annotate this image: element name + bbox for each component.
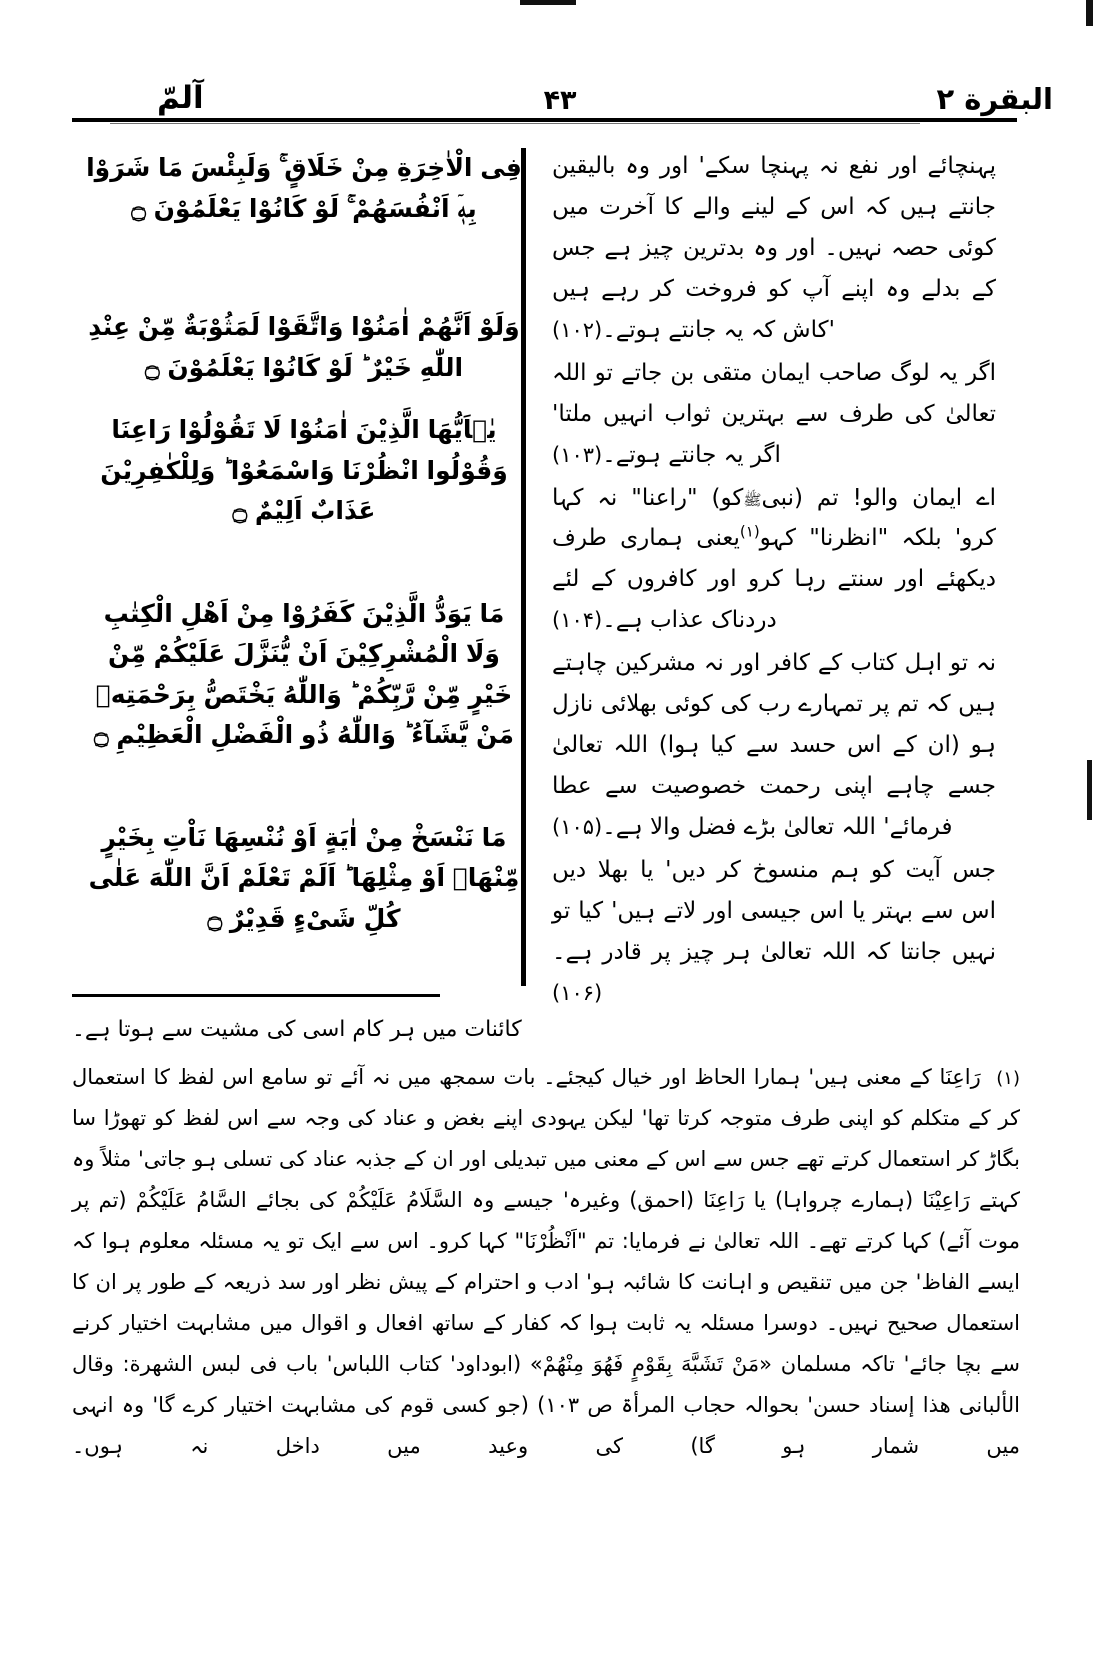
ayah-105: مَا يَوَدُّ الَّذِيْنَ كَفَرُوْا مِنْ اَهْلِ الْكِتٰبِ وَلَا الْمُشْرِكِيْنَ اَنْ يُّنَزَّلَ عَلَيْكُمْ مِّنْ خَيْرٍ مِّنْ رَّبِّكُمْ ؕ وَاللّٰهُ يَخْتَصُّ بِرَحْمَتِهٖ مَنْ يَّشَآءُ ؕ وَاللّٰهُ ذُو الْفَضْلِ الْعَظِيْمِ ۝ — [94, 598, 514, 749]
ayah-106: مَا نَنْسَخْ مِنْ اٰيَةٍ اَوْ نُنْسِهَا نَاْتِ بِخَيْرٍ مِّنْهَاۤ اَوْ مِثْلِهَا ؕ اَلَمْ تَعْلَمْ اَنَّ اللّٰهَ عَلٰى كُلِّ شَىْءٍ قَدِيْرٌ ۝ — [88, 822, 520, 933]
urdu-verse-number-105: (۱۰۵) — [552, 815, 603, 839]
page-header — [72, 58, 1055, 114]
footnote-section — [72, 1012, 1020, 1467]
ayah-spacer — [84, 756, 524, 818]
header-divider-rule — [72, 118, 1017, 122]
urdu-text-104-after: یعنی ہماری طرف دیکھئے اور سنتے رہا کرو اور کافروں کے لئے دردناک عذاب ہے۔ — [552, 525, 996, 634]
urdu-verse-number-102: (۱۰۲) — [552, 317, 603, 342]
scan-edge-artifact-top — [520, 0, 576, 5]
urdu-paragraph-104 — [552, 478, 996, 642]
urdu-paragraph-106 — [552, 850, 996, 1014]
ayah-spacer — [84, 532, 524, 594]
urdu-verse-number-103: (۱۰۳) — [552, 442, 603, 467]
urdu-text-105: نہ تو اہل کتاب کے کافر اور نہ مشرکین چاہتے ہیں کہ تم پر تمہارے رب کی کوئی بھلائی نازل ہو (ان کے اس حسد سے کیا ہوا) اللہ تعالیٰ جسے چاہے اپنی رحمت خصوصیت سے عطا فرمائے' اللہ تعالیٰ بڑے فضل والا ہے۔ — [552, 650, 996, 840]
footnote-lead-line: کائنات میں ہر کام اسی کی مشیت سے ہوتا ہے۔ — [72, 1017, 522, 1042]
urdu-text-103: اگر یہ لوگ صاحب ایمان متقی بن جاتے تو اللہ تعالیٰ کی طرف سے بہترین ثواب انہیں ملتا' اگر یہ جانتے ہوتے۔ — [552, 359, 996, 468]
urdu-text-102: پہنچائے اور نفع نہ پہنچا سکے' اور وہ بالیقین جانتے ہیں کہ اس کے لینے والے کا آخرت میں کوئی حصہ نہیں۔ اور وہ بدترین چیز ہے جس کے بدلے وہ اپنے آپ کو فروخت کر رہے ہیں 'کاش کہ یہ جانتے ہوتے۔ — [552, 153, 996, 343]
urdu-text-104-before: اے ایمان والو! تم (نبی — [761, 484, 996, 511]
header-juz-label: آلمّ — [157, 80, 204, 116]
header-surah-label: البقرة ٢ — [936, 82, 1053, 116]
ayah-102: فِى الْاٰخِرَةِ مِنْ خَلَاقٍ ۚ وَلَبِئْسَ مَا شَرَوْا بِهٖۤ اَنْفُسَهُمْ ۚ لَوْ كَانُوْا يَعْلَمُوْنَ ۝ — [86, 153, 522, 223]
urdu-text-104-mid: کو) "راعنا" نہ کہا کرو' بلکہ "انظرنا" کہو — [552, 484, 996, 552]
footnote-body — [72, 1057, 1020, 1466]
ayah-spacer — [84, 229, 524, 307]
urdu-translation-column — [542, 140, 1002, 1005]
footnote-divider-rule — [72, 994, 440, 997]
ayah-spacer — [84, 388, 524, 410]
header-divider-rule-thin — [110, 123, 920, 124]
header-page-number: ۴۳ — [543, 85, 577, 116]
arabic-quran-column — [72, 140, 542, 985]
scan-edge-artifact-right-mid — [1087, 760, 1092, 820]
ayah-104: يٰۤاَيُّهَا الَّذِيْنَ اٰمَنُوْا لَا تَقُوْلُوْا رَاعِنَا وَقُوْلُوا انْظُرْنَا وَاسْمَعُوْا ؕ وَلِلْكٰفِرِيْنَ عَذَابٌ اَلِيْمٌ ۝ — [100, 415, 508, 525]
scan-edge-artifact-right-top — [1086, 0, 1093, 26]
urdu-verse-number-106: (۱۰۶) — [552, 980, 603, 1005]
footnote-marker-1: (۱) — [996, 1068, 1020, 1090]
urdu-paragraph-103 — [552, 353, 996, 476]
pbuh-glyph: ﷺ — [743, 490, 762, 509]
urdu-verse-number-104: (۱۰۴) — [552, 608, 603, 633]
ayah-103: وَلَوْ اَنَّهُمْ اٰمَنُوْا وَاتَّقَوْا لَمَثُوْبَةٌ مِّنْ عِنْدِ اللّٰهِ خَيْرٌ ؕ لَوْ كَانُوْا يَعْلَمُوْنَ ۝ — [88, 312, 520, 382]
urdu-paragraph-102 — [552, 146, 996, 351]
urdu-text-106: جس آیت کو ہم منسوخ کر دیں' یا بھلا دیں اس سے بہتر یا اس جیسی اور لاتے ہیں' کیا تو نہیں جانتا کہ اللہ تعالیٰ ہر چیز پر قادر ہے۔ — [552, 856, 996, 965]
footnote-body-text: رَاعِنَا کے معنی ہیں' ہمارا الحاظ اور خیال کیجئے۔ بات سمجھ میں نہ آئے تو سامع اس لفظ کا استعمال کر کے متکلم کو اپنی طرف متوجہ کرتا تھا' لیکن یہودی اپنے بغض و عناد کی وجہ سے اس لفظ کو تھوڑا سا بگاڑ کر استعمال کرتے تھے جس سے اس کے معنی میں تبدیلی اور ان کے جذبہ عناد کی تسلی ہو جاتی' مثلاً وہ کہتے رَاعِیْنَا (ہمارے چرواہا) یا رَاعِنَا (احمق) وغیرہ' جیسے وہ السَّلَامُ عَلَیْکُمْ کی بجائے السَّامُ عَلَیْکُمْ (تم پر موت آئے) کہا کرتے تھے۔ اللہ تعالیٰ نے فرمایا: تم "اَنْظُرْنَا" کہا کرو۔ اس سے ایک تو یہ مسئلہ معلوم ہوا کہ ایسے الفاظ' جن میں تنقیص و اہانت کا شائبہ ہو' ادب و احترام کے پیش نظر اور سد ذریعہ کے طور پر ان کا استعمال صحیح نہیں۔ دوسرا مسئلہ یہ ثابت ہوا کہ کفار کے ساتھ افعال و اقوال میں مشابہت اختیار کرنے سے بچا جائے' تاکہ مسلمان «مَنْ تَشَبَّهَ بِقَوْمٍ فَهُوَ مِنْهُمْ» (ابوداود' کتاب اللباس' باب فی لبس الشهرة: وقال الألبانی هذا إسناد حسن' بحوالہ حجاب المرأۃ ص ۱۰۳) (جو کسی قوم کی مشابہت اختیار کرے گا' وہ انہی میں شمار ہو گا) کی وعید میں داخل نہ ہوں۔ — [72, 1065, 1021, 1458]
page-body — [72, 140, 1017, 1005]
footnote-reference-1[interactable]: (۱) — [739, 522, 760, 541]
urdu-paragraph-105 — [552, 643, 996, 848]
